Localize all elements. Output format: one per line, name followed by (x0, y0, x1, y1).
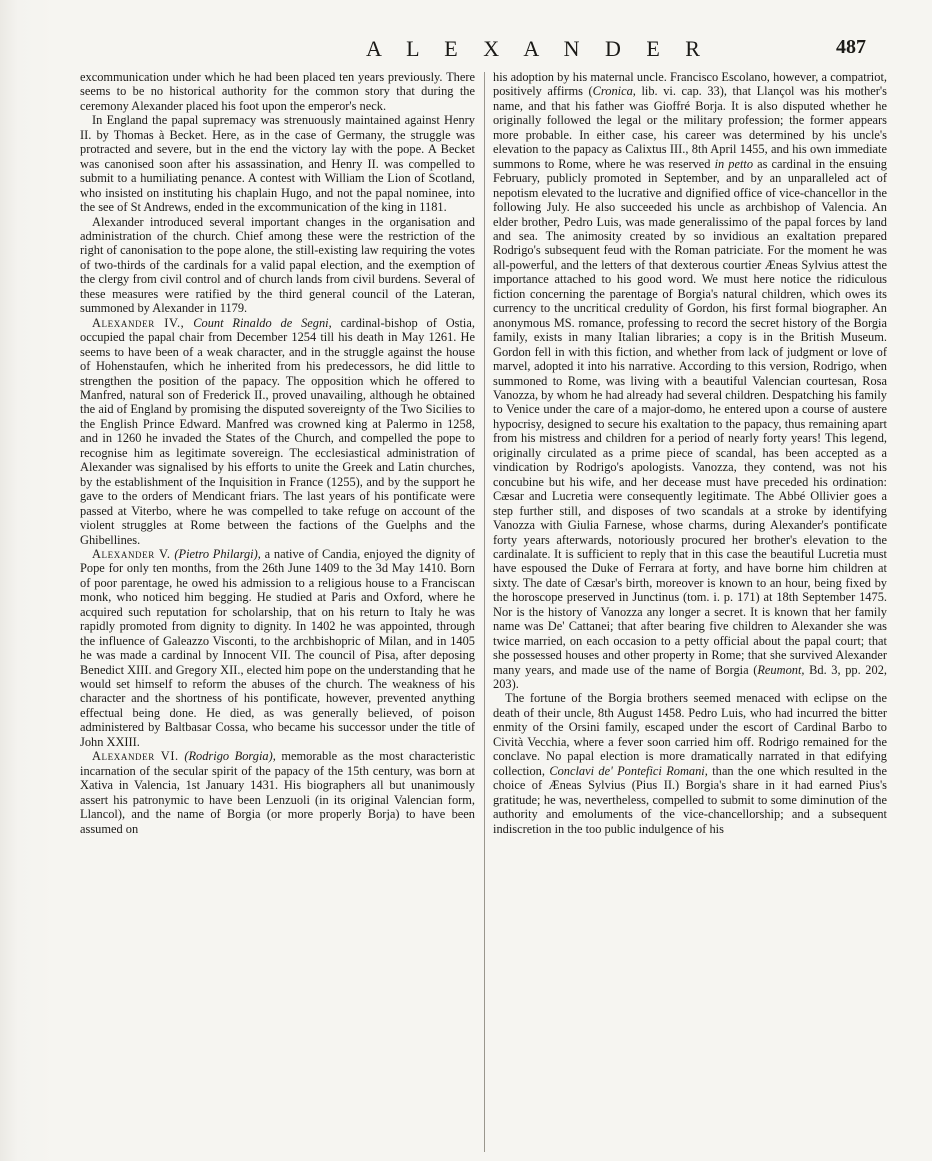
paragraph-text: lib. vi. cap. 33), that Llançol was his mother's name, and that his father was Gioffré Borja. It is also disputed whether he originally followed the legal or the military profession; the former appears more probable. In either case, his career was determined by his uncle's elevation to the papacy as Calixtus III., 8th April 1455, and his own immediate summons to Rome, where he was reserved (493, 84, 887, 171)
entry-alexander-vi (80, 749, 475, 836)
running-head (0, 36, 932, 64)
right-column (493, 70, 887, 1142)
entry-italic-name: Count Rinaldo de Segni, (193, 315, 332, 330)
paragraph-text: memorable as the most characteristic incarnation of the secular spirit of the papacy of the 15th century, was born at Xativa in Valencia, 1st January 1431. His biographers all but unanimously assert his patronymic to have been Lenzuoli (in its original Valencian form, Llancol), and the name of Borgia (or more properly Borja) to have been assumed on (80, 749, 475, 836)
paragraph-text: cardinal-bishop of Ostia, occupied the papal chair from December 1254 till his death in May 1261. He seems to have been of a weak character, and in the struggle against the house of Hohenstaufen, which he inherited from his predecessors, he did little to strengthen the position of the papacy. The opposition which he offered to Manfred, natural son of Frederick II., proved unavailing, although he obtained the aid of England by promising the disputed sovereignty of the Two Sicilies to the English Prince Edward. Manfred was crowned king at Palermo in 1258, and in 1260 he invaded the States of the Church, and compelled the pope to recognise him as legitimate sovereign. The ecclesiastical administration of Alexander was signalised by his efforts to unite the Greek and Latin churches, by the establishment of the Inquisition in France (1255), and by the support he gave to the orders of Mendicant friars. The last years of his pontificate were passed at Viterbo, where he was compelled to take refuge on account of the violent struggles at Rome between the factions of the Guelphs and the Ghibellines. (80, 315, 475, 547)
italic-citation: Cronica, (592, 84, 636, 99)
left-column (80, 70, 475, 1142)
entry-alexander-iv (80, 316, 475, 547)
paragraph-text: The fortune of the Borgia brothers seemed menaced with eclipse on the death of their uncle, 8th August 1458. Pedro Luis, who had incurred the bitter enmity of the Orsini family, escaped under the escort of Cardinal Barbo to Cività Vecchia, where a fever soon carried him off. Rodrigo remained for the conclave. No papal election is more dramatically narrated in that edifying collection, (493, 691, 887, 778)
paragraph-text: than the one which resulted in the choice of Æneas Sylvius (Pius II.) Borgia's share in it had earned Pius's gratitude; he was, nevertheless, compelled to submit to some diminution of the authority and emoluments of the vice-chancellorship; and a subsequent indiscretion in the too public indulgence of his (493, 763, 887, 836)
entry-heading: Alexander IV., (92, 315, 185, 330)
paragraph-borgia-origins (493, 70, 887, 691)
entry-heading: Alexander V. (92, 546, 171, 561)
paragraph-text: In England the papal supremacy was strenuously maintained against Henry II. by Thomas à Becket. Here, as in the case of Germany, the struggle was protracted and severe, but in the end the victory lay with the pope. A Becket was canonised soon after his assassination, and Henry II. was compelled to submit to a humiliating penance. A contest with William the Lion of Scotland, who insisted on instituting his chaplain Hugo, and not the papal nominee, into the see of St Andrews, ended in the excommunication of the king in 1181. (80, 113, 475, 215)
paragraph-borgia-fortune (493, 691, 887, 836)
entry-heading: Alexander VI. (92, 749, 179, 764)
paragraph-text: Alexander introduced several important changes in the organisation and administration of the church. Chief among these were the restriction of the right of canonisation to the pope alone, the still-existing law requiring the votes of two-thirds of the cardinals for a valid papal election, and the exemption of the clergy from civil control and of church lands from civil burdens. Several of these measures were ratified by the third general council of the Lateran, summoned by Alexander in 1179. (80, 214, 475, 316)
paragraph-text: as cardinal in the ensuing February, publicly promoted in September, and by an unparalleled act of nepotism elevated to the lucrative and dignified office of vice-chancellor in the following July. He also succeeded his uncle as archbishop of Valencia. An elder brother, Pedro Luis, was made generalissimo of the papal forces by land and sea. The animosity created by so invidious an exaltation prepared Rodrigo's subsequent feud with the Roman patriciate. For the moment he was all-powerful, and the letters of that dexterous courtier Æneas Sylvius attest the importance attached to his good word. We must here notice the ridiculous fiction concerning the parentage of Borgia's natural children, which owes its currency to the uncritical credulity of Gordon, his first formal biographer. An anonymous MS. romance, professing to record the secret history of the Borgia family, exists in many Italian libraries; a copy is in the British Museum. Gordon fell in with this fiction, and whether from lack of judgment or love of marvel, adopted it into his narrative. According to this version, Rodrigo, when summoned to Rome, was living with a beautiful Valencian courtesan, Rosa Vanozza, by whom he had already had several children. Despatching his family to Venice under the care of a major-domo, he entered upon a course of austere hypocrisy, designed to secure his exaltation to the papacy, thus remaining apart from his mistress and children for a period of nearly forty years! This legend, originally circulated as a prime piece of scandal, has been accepted as a vindication by Rodrigo's apologists. Vanozza, they contend, was not his concubine but his wife, and her decease must have preceded his ordination: Cæsar and Lucretia were consequently legitimate. The Abbé Ollivier goes a step further still, and disposes of two scandals at a stroke by identifying Vanozza with Giulia Farnese, whose charms, during Alexander's pontificate forty years afterwards, notoriously procured her brother's elevation to the cardinalate. It is sufficient to reply that in this case the beautiful Lucretia must have espoused the Duke of Ferrara at forty, and have borne him children at sixty. The date of Cæsar's birth, moreover is known to an hour, being fixed by the horoscope preserved in Junctinus (tom. i. p. 171) at 18th September 1475. Nor is the history of Vanozza any longer a secret. It is known that her family name was De' Cattanei; that after bearing five children to Alexander she was twice married, on each occasion to a petty official about the papal court; that she possessed houses and other property in Rome; that she survived Alexander many years, and made use of the name of Borgia ( (493, 156, 887, 677)
paragraph-text: Bd. 3, pp. 202, 203). (493, 662, 887, 692)
italic-phrase: in petto (714, 156, 754, 171)
paragraph-text: excommunication under which he had been placed ten years previously. There seems to be no historical authority for the common story that during the ceremony Alexander placed his foot upon the emperor's neck. (80, 70, 475, 113)
paragraph-text: his adoption by his maternal uncle. Francisco Escolano, however, a compatriot, positively affirms ( (493, 70, 887, 99)
page-number: 487 (836, 36, 866, 58)
entry-italic-name: (Pietro Philargi), (174, 546, 261, 561)
running-title: A L E X A N D E R (366, 36, 710, 61)
column-divider (484, 72, 485, 1152)
paragraph-excommunication (80, 70, 475, 113)
entry-italic-name: (Rodrigo Borgia), (184, 749, 276, 764)
entry-alexander-v (80, 547, 475, 749)
paragraph-text: a native of Candia, enjoyed the dignity of Pope for only ten months, from the 26th June 1409 to the 3d May 1410. Born of poor parentage, he owed his admission to a religious house to a Franciscan monk, who noticed him begging. He studied at Paris and Oxford, where he acquired such reputation for scholarship, that on his return to Italy he was rapidly promoted from dignity to dignity. In 1402 he was appointed, through the influence of Galeazzo Visconti, to the archbishopric of Milan, and in 1405 he was made a cardinal by Innocent VII. The council of Pisa, after deposing Benedict XIII. and Gregory XII., elected him pope on the understanding that he would set himself to reform the abuses of the church. The weakness of his character and the shortness of his pontificate, however, prevented anything effectual being done. He died, as was generally believed, of poison administered by Baltbasar Cossa, who became his successor under the title of John XXIII. (80, 546, 475, 749)
italic-citation: Reumont, (757, 662, 805, 677)
paragraph-administration (80, 215, 475, 316)
italic-title: Conclavi de' Pontefici Romani, (549, 763, 708, 778)
paragraph-england (80, 113, 475, 214)
